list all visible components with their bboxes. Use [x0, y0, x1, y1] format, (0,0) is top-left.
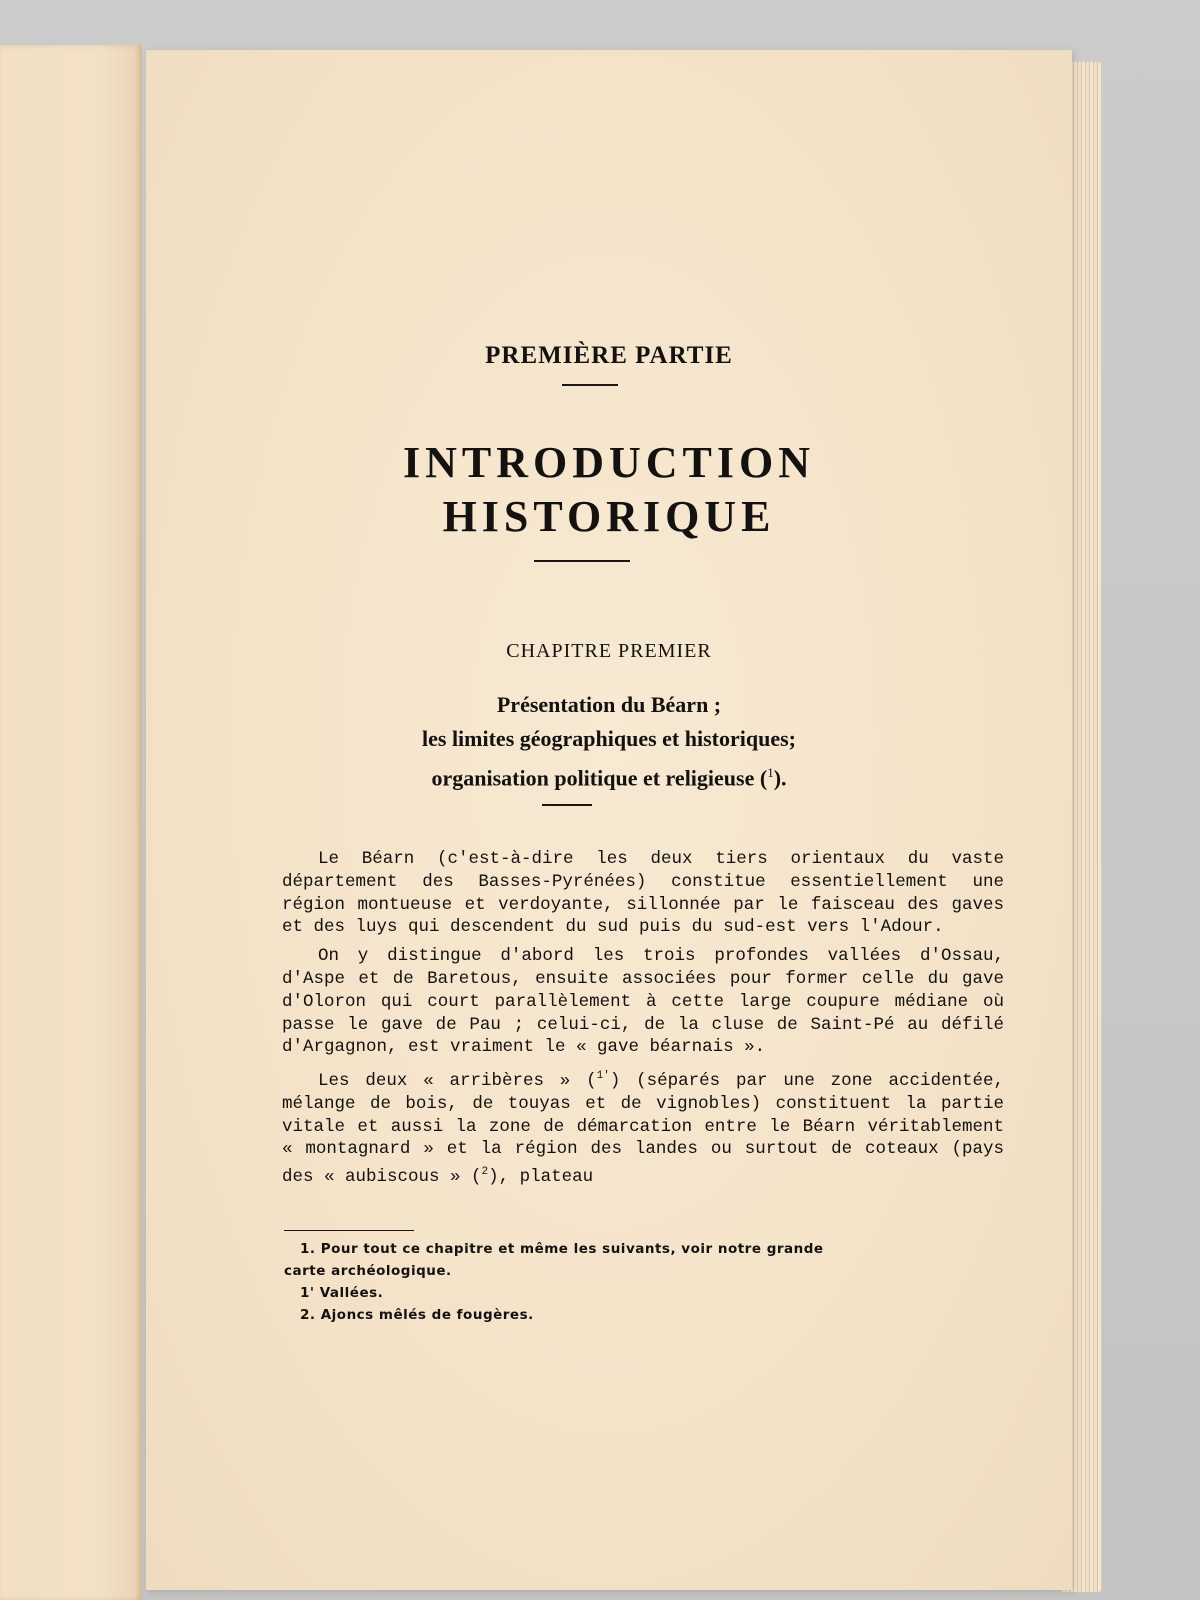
- paragraph: [282, 1065, 1004, 1189]
- chapter-title-line-2: les limites géographiques et historiques;: [422, 726, 796, 751]
- paragraph: On y distingue d'abord les trois profondes vallées d'Ossau, d'Aspe et de Baretous, ensuite associées pour former celle du gave d'Oloron qui court parallèlement à cette large coupure médiane où passe le gave de Pau ; celui-ci, de la cluse de Saint-Pé au défilé d'Argagnon, est vraiment le « gave béarnais ».: [282, 946, 1004, 1058]
- page-content: [146, 50, 1072, 1590]
- rule-part: [562, 384, 618, 386]
- footnote-ref: 1': [596, 1070, 610, 1083]
- rule-title: [534, 560, 630, 562]
- chapter-label: CHAPITRE PREMIER: [506, 640, 712, 662]
- main-title: [146, 436, 1072, 544]
- main-title-line-2: HISTORIQUE: [442, 492, 776, 541]
- chapter-title: [146, 688, 1072, 795]
- left-page: [0, 45, 142, 1600]
- footnote: 1' Vallées.: [300, 1285, 384, 1301]
- part-title: PREMIÈRE PARTIE: [485, 342, 733, 369]
- footnote: [284, 1238, 1020, 1282]
- paragraph: Le Béarn (c'est-à-dire les deux tiers orientaux du vaste département des Basses-Pyrénées) constitue essentiellement une région montueuse et verdoyante, sillonnée par le faisceau des gaves et des luys qui descendent du sud puis du sud-est vers l'Adour.: [282, 849, 1004, 938]
- rule-chapter: [542, 804, 592, 806]
- chapter-title-line-3-text: organisation politique et religieuse: [431, 765, 755, 791]
- chapter-title-line-1: Présentation du Béarn ;: [496, 692, 722, 717]
- footnote: 2. Ajoncs mêlés de fougères.: [300, 1307, 534, 1323]
- footnotes: [284, 1238, 1020, 1326]
- chapter-title-note: 1: [767, 765, 774, 780]
- chapter-title-end: .: [781, 765, 787, 791]
- body-text: [282, 848, 1004, 1195]
- footnote-line: 1. Pour tout ce chapitre et même les suivants, voir notre grande: [300, 1241, 824, 1257]
- main-title-line-1: INTRODUCTION: [402, 438, 816, 487]
- paragraph-text: Les deux « arribères » (: [318, 1071, 597, 1091]
- right-page: [146, 50, 1072, 1590]
- paragraph-text: ), plateau: [488, 1167, 594, 1188]
- paragraph-text: ) (séparés par une zone accidentée, mélange de bois, de touyas et de vignobles) constituent la partie vitale et aussi la zone de démarcation entre le Béarn véritablement « montagnard » et la région des landes ou surtout de coteaux (pays des « aubiscous » (: [282, 1071, 1004, 1188]
- chapter-title-line-3: organisation politique et religieuse ($^1$).: [431, 765, 787, 791]
- footnote-line: carte archéologique.: [284, 1263, 452, 1279]
- footnote-rule: [284, 1230, 414, 1231]
- footnote-ref: 2: [481, 1166, 489, 1179]
